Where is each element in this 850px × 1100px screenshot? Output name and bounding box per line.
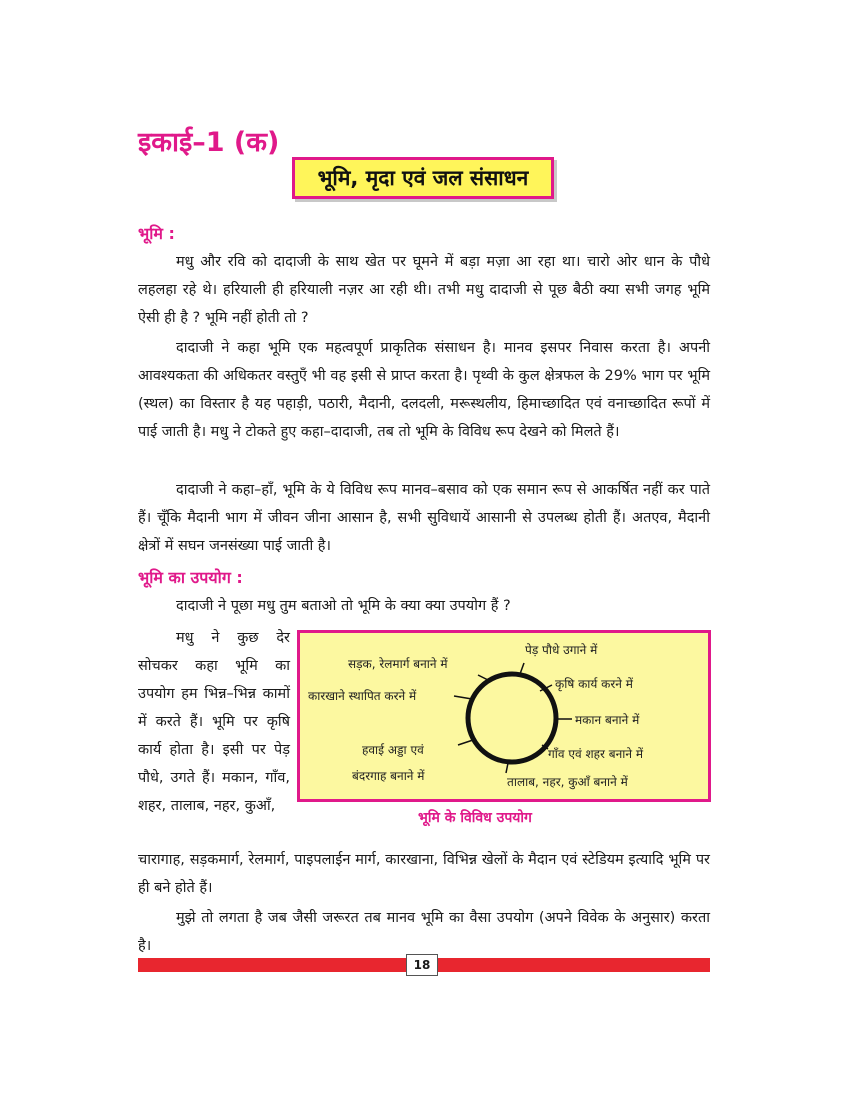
land-use-diagram <box>297 630 711 802</box>
diagram-label-trees: पेड़ पौधे उगाने में <box>525 643 598 657</box>
paragraph-settlement <box>138 476 710 560</box>
diagram-label-airport-2: बंदरगाह बनाने में <box>352 769 425 783</box>
paragraph-text: मधु और रवि को दादाजी के साथ खेत पर घूमने में बड़ा मज़ा आ रहा था। चारो ओर धान के पौधे लहलहा रहे थे। हरियाली ही हरियाली नज़र आ रही थी। तभी मधु दादाजी से पूछ बैठी क्या सभी जगह भूमि ऐसी ही है ? भूमि नहीं होती तो ? <box>138 254 710 326</box>
section-heading-land: भूमि : <box>138 224 175 243</box>
paragraph-text: मुझे तो लगता है जब जैसी जरूरत तब मानव भूमि का वैसा उपयोग (अपने विवेक के अनुसार) करता है। <box>138 910 710 954</box>
diagram-label-factory: कारखाने स्थापित करने में <box>308 689 417 703</box>
chapter-title-box <box>292 157 554 199</box>
section-heading-land-use: भूमि का उपयोग : <box>138 568 243 587</box>
paragraph-answer-left <box>138 624 290 820</box>
paragraph-conclusion <box>138 904 710 960</box>
paragraph-importance <box>138 334 710 446</box>
diagram-label-airport-1: हवाई अड्डा एवं <box>362 743 424 757</box>
paragraph-answer-rest <box>138 846 710 902</box>
unit-title: इकाई–1 (क) <box>138 127 280 158</box>
paragraph-text: मधु ने कुछ देर सोचकर कहा भूमि का उपयोग हम भिन्न–भिन्न कामों में करते हैं। भूमि पर कृषि कार्य होता है। इसी पर पेड़ पौधे, उगते हैं। मकान, गाँव, शहर, तालाब, नहर, कुआँ, <box>138 630 290 814</box>
paragraph-text: दादाजी ने कहा भूमि एक महत्वपूर्ण प्राकृतिक संसाधन है। मानव इसपर निवास करता है। अपनी आवश्यकता की अधिकतर वस्तुएँ भी वह इसी से प्राप्त करता है। पृथ्वी के कुल क्षेत्रफल के 29% भाग पर भूमि (स्थल) का विस्तार है यह पहाड़ी, पठारी, मैदानी, दलदली, मरूस्थलीय, हिमाच्छादित एवं वनाच्छादित रूपों में पाई जाती है। मधु ने टोकते हुए कहा–दादाजी, तब तो भूमि के विविध रूप देखने को मिलते हैं। <box>138 340 710 440</box>
paragraph-text: दादाजी ने पूछा मधु तुम बताओ तो भूमि के क्या क्या उपयोग हैं ? <box>176 598 511 614</box>
diagram-label-houses: मकान बनाने में <box>575 713 640 727</box>
paragraph-question <box>138 592 710 620</box>
diagram-label-village-city: गाँव एवं शहर बनाने में <box>548 747 643 761</box>
page-number: 18 <box>406 954 438 976</box>
paragraph-text: चारागाह, सड़कमार्ग, रेलमार्ग, पाइपलाईन मार्ग, कारखाना, विभिन्न खेलों के मैदान एवं स्टेडियम इत्यादि भूमि पर ही बने होते हैं। <box>138 852 710 896</box>
diagram-label-ponds: तालाब, नहर, कुआँ बनाने में <box>507 775 628 789</box>
diagram-label-farming: कृषि कार्य करने में <box>555 677 633 691</box>
paragraph-text: दादाजी ने कहा–हाँ, भूमि के ये विविध रूप मानव–बसाव को एक समान रूप से आकर्षित नहीं कर पाते हैं। चूँकि मैदानी भाग में जीवन जीना आसान है, सभी सुविधायें आसानी से उपलब्ध होती हैं। अतएव, मैदानी क्षेत्रों में सघन जनसंख्या पाई जाती है। <box>138 482 710 554</box>
chapter-title: भूमि, मृदा एवं जल संसाधन <box>317 166 529 190</box>
diagram-caption: भूमि के विविध उपयोग <box>418 810 532 826</box>
paragraph-intro <box>138 248 710 332</box>
diagram-label-roads-rail: सड़क, रेलमार्ग बनाने में <box>348 657 448 671</box>
